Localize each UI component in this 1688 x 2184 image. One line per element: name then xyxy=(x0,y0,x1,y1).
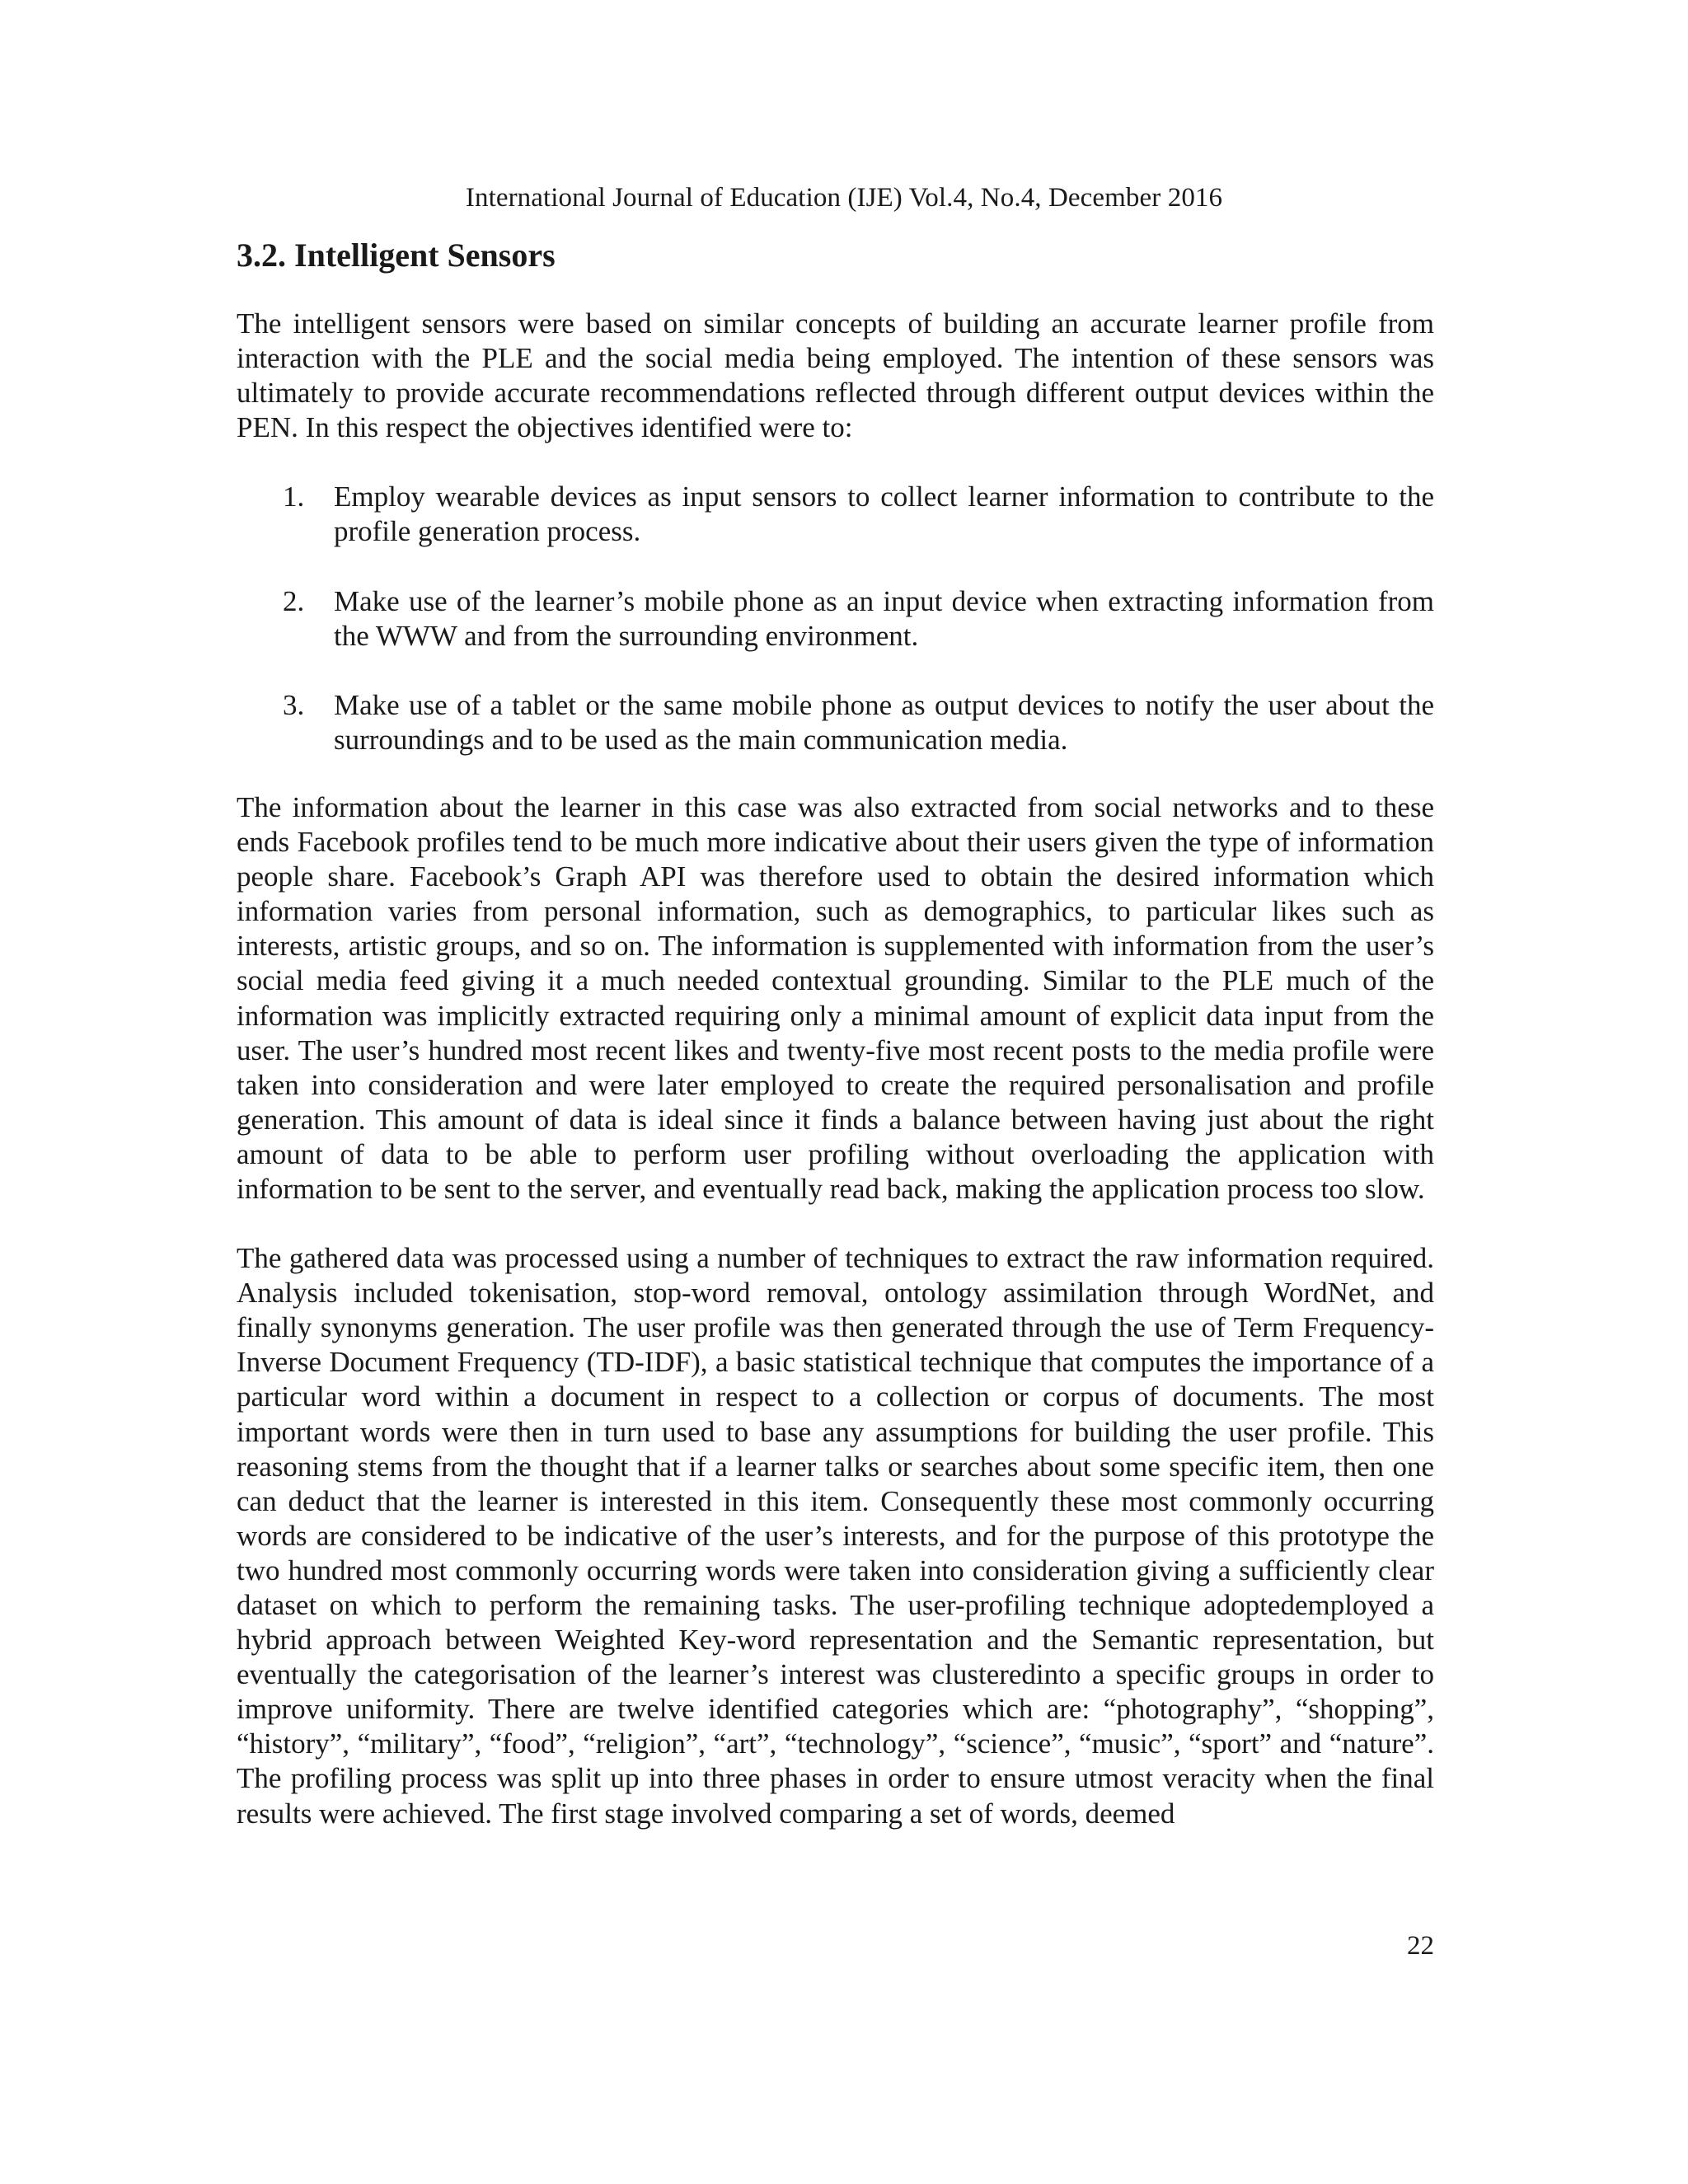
body-paragraph-processing: The gathered data was processed using a number of techniques to extract the raw information required. Analysis included tokenisation, stop-word removal, ontology assimilation through WordNet, and finally synonyms generation. The user profile was then generated through the use of Term Frequency-Inverse Document Frequency (TD-IDF), a basic statistical technique that computes the importance of a particular word within a document in respect to a collection or corpus of documents. The most important words were then in turn used to base any assumptions for building the user profile. This reasoning stems from the thought that if a learner talks or searches about some specific item, then one can deduct that the learner is interested in this item. Consequently these most commonly occurring words are considered to be indicative of the user’s interests, and for the purpose of this prototype the two hundred most commonly occurring words were taken into consideration giving a sufficiently clear dataset on which to perform the remaining tasks. The user-profiling technique adoptedemployed a hybrid approach between Weighted Key-word representation and the Semantic representation, but eventually the categorisation of the learner’s interest was clusteredinto a specific groups in order to improve uniformity. There are twelve identified categories which are: “photography”, “shopping”, “history”, “military”, “food”, “religion”, “art”, “technology”, “science”, “music”, “sport” and “nature”. The profiling process was split up into three phases in order to ensure utmost veracity when the final results were achieved. The first stage involved comparing a set of words, deemed xyxy=(237,1242,1434,1830)
page-number: 22 xyxy=(1407,1931,1434,1961)
objective-number: 2. xyxy=(283,584,305,617)
objective-text: Make use of the learner’s mobile phone as an input device when extracting information from the WWW and from the surrounding environment. xyxy=(334,584,1434,652)
objective-text: Make use of a tablet or the same mobile phone as output devices to notify the user about the surroundings and to be used as the main communication media. xyxy=(334,688,1434,756)
objective-number: 3. xyxy=(283,688,305,721)
section-heading: 3.2. Intelligent Sensors xyxy=(237,237,556,274)
objective-item xyxy=(237,584,1434,654)
body-paragraph-facebook: The information about the learner in this case was also extracted from social networks and to these ends Facebook profiles tend to be much more indicative about their users given the type of information people share. Facebook’s Graph API was therefore used to obtain the desired information which information varies from personal information, such as demographics, to particular likes such as interests, artistic groups, and so on. The information is supplemented with information from the user’s social media feed giving it a much needed contextual grounding. Similar to the PLE much of the information was implicitly extracted requiring only a minimal amount of explicit data input from the user. The user’s hundred most recent likes and twenty-five most recent posts to the media profile were taken into consideration and were later employed to create the required personalisation and profile generation. This amount of data is ideal since it finds a balance between having just about the right amount of data to be able to perform user profiling without overloading the application with information to be sent to the server, and eventually read back, making the application process too slow. xyxy=(237,790,1434,1205)
objectives-list xyxy=(237,480,1434,757)
objective-number: 1. xyxy=(283,480,305,513)
intro-paragraph: The intelligent sensors were based on similar concepts of building an accurate learner profile from interaction with the PLE and the social media being employed. The intention of these sensors was ultimately to provide accurate recommendations reflected through different output devices within the PEN. In this respect the objectives identified were to: xyxy=(237,307,1434,444)
page-content xyxy=(237,232,1434,1831)
objective-text: Employ wearable devices as input sensors to collect learner information to contribute to the profile generation process. xyxy=(334,480,1434,548)
objective-item xyxy=(237,480,1434,549)
objective-item xyxy=(237,688,1434,757)
running-header: International Journal of Education (IJE) Vol.4, No.4, December 2016 xyxy=(465,183,1223,213)
